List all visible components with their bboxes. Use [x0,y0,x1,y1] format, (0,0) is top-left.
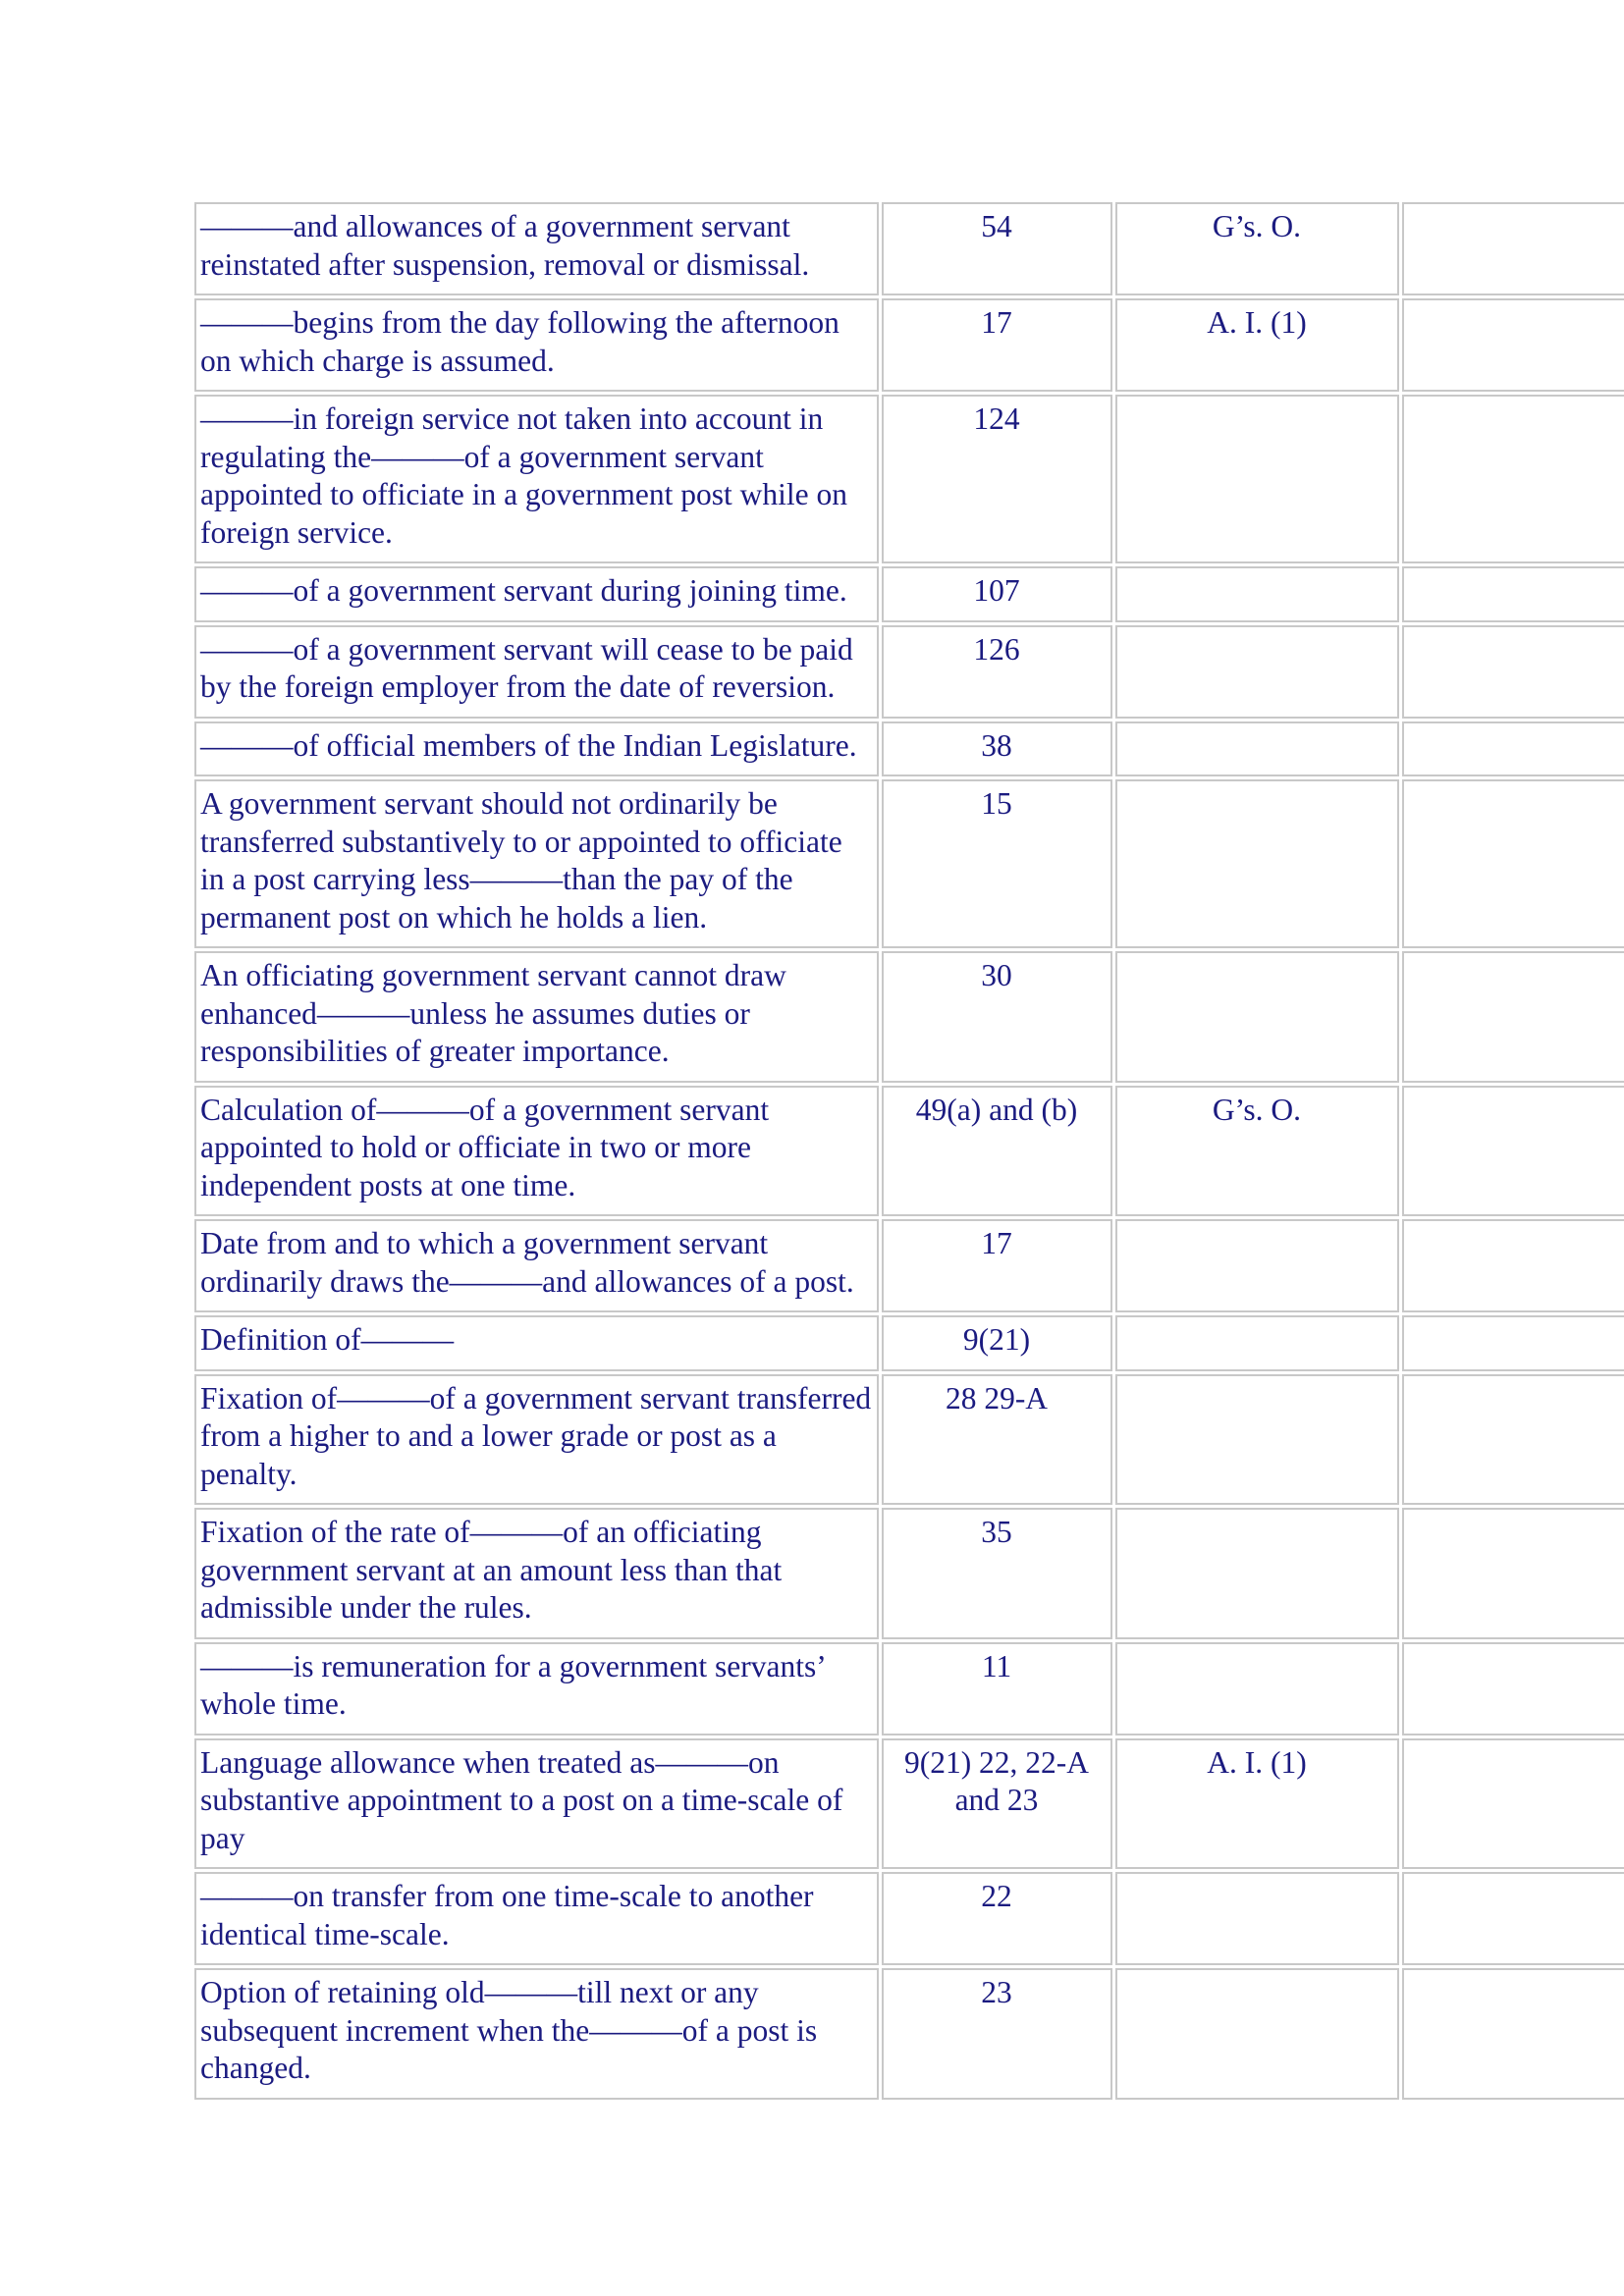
blank-cell [1402,1508,1624,1639]
table-row [194,202,1624,295]
table-row [194,395,1624,563]
table-row [194,1374,1624,1506]
rule-cell: 38 [882,721,1112,777]
subject-cell: ———is remuneration for a government servants’ whole time. [194,1642,879,1735]
remark-cell [1115,625,1399,719]
subject-cell: Definition of——— [194,1315,879,1371]
remark-cell [1115,1508,1399,1639]
table-row [194,1315,1624,1371]
blank-cell [1402,1086,1624,1217]
rule-cell: 126 [882,625,1112,719]
blank-cell [1402,395,1624,563]
rule-cell: 54 [882,202,1112,295]
remark-cell [1115,951,1399,1083]
blank-cell [1402,1968,1624,2100]
subject-cell: ———in foreign service not taken into account in regulating the———of a government servant appointed to officiate in a government post while on foreign service. [194,395,879,563]
rule-cell: 17 [882,1219,1112,1312]
subject-cell: ———of a government servant will cease to be paid by the foreign employer from the date of reversion. [194,625,879,719]
blank-cell [1402,1642,1624,1735]
table-row [194,1219,1624,1312]
remark-cell [1115,566,1399,622]
remark-cell [1115,1315,1399,1371]
remark-cell: A. I. (1) [1115,1738,1399,1870]
subject-cell: Language allowance when treated as———on substantive appointment to a post on a time-scale of pay [194,1738,879,1870]
table-row [194,1968,1624,2100]
rule-cell: 124 [882,395,1112,563]
remark-cell [1115,721,1399,777]
subject-cell: Date from and to which a government servant ordinarily draws the———and allowances of a post. [194,1219,879,1312]
table-row [194,1738,1624,1870]
table-row [194,1642,1624,1735]
remark-cell: G’s. O. [1115,202,1399,295]
index-table-body [194,202,1624,2100]
rule-cell: 49(a) and (b) [882,1086,1112,1217]
subject-cell: ———of a government servant during joining time. [194,566,879,622]
subject-cell: A government servant should not ordinarily be transferred substantively to or appointed to officiate in a post carrying less———than the pay of the permanent post on which he holds a lien. [194,779,879,948]
subject-cell: ———and allowances of a government servant reinstated after suspension, removal or dismissal. [194,202,879,295]
table-row [194,298,1624,392]
blank-cell [1402,1374,1624,1506]
rule-cell: 15 [882,779,1112,948]
remark-cell [1115,1968,1399,2100]
blank-cell [1402,1738,1624,1870]
table-row [194,779,1624,948]
table-row [194,625,1624,719]
remark-cell [1115,1374,1399,1506]
table-row [194,951,1624,1083]
rule-cell: 9(21) 22, 22-A and 23 [882,1738,1112,1870]
subject-cell: ———on transfer from one time-scale to another identical time-scale. [194,1872,879,1965]
remark-cell: G’s. O. [1115,1086,1399,1217]
rule-cell: 107 [882,566,1112,622]
blank-cell [1402,202,1624,295]
rule-cell: 9(21) [882,1315,1112,1371]
blank-cell [1402,566,1624,622]
remark-cell [1115,1219,1399,1312]
rule-cell: 30 [882,951,1112,1083]
remark-cell [1115,395,1399,563]
subject-cell: Fixation of———of a government servant transferred from a higher to and a lower grade or post as a penalty. [194,1374,879,1506]
rule-cell: 17 [882,298,1112,392]
subject-cell: ———of official members of the Indian Legislature. [194,721,879,777]
remark-cell: A. I. (1) [1115,298,1399,392]
blank-cell [1402,1872,1624,1965]
table-row [194,566,1624,622]
blank-cell [1402,721,1624,777]
blank-cell [1402,951,1624,1083]
remark-cell [1115,779,1399,948]
blank-cell [1402,779,1624,948]
subject-cell: Calculation of———of a government servant appointed to hold or officiate in two or more independent posts at one time. [194,1086,879,1217]
table-row [194,1086,1624,1217]
blank-cell [1402,1219,1624,1312]
rule-cell: 35 [882,1508,1112,1639]
rule-cell: 22 [882,1872,1112,1965]
blank-cell [1402,298,1624,392]
subject-cell: Option of retaining old———till next or any subsequent increment when the———of a post is changed. [194,1968,879,2100]
blank-cell [1402,1315,1624,1371]
index-table [191,199,1624,2103]
remark-cell [1115,1872,1399,1965]
rule-cell: 28 29-A [882,1374,1112,1506]
remark-cell [1115,1642,1399,1735]
rule-cell: 11 [882,1642,1112,1735]
subject-cell: Fixation of the rate of———of an officiating government servant at an amount less than that admissible under the rules. [194,1508,879,1639]
rule-cell: 23 [882,1968,1112,2100]
blank-cell [1402,625,1624,719]
subject-cell: An officiating government servant cannot draw enhanced———unless he assumes duties or responsibilities of greater importance. [194,951,879,1083]
table-row [194,1872,1624,1965]
subject-cell: ———begins from the day following the afternoon on which charge is assumed. [194,298,879,392]
table-row [194,721,1624,777]
table-row [194,1508,1624,1639]
